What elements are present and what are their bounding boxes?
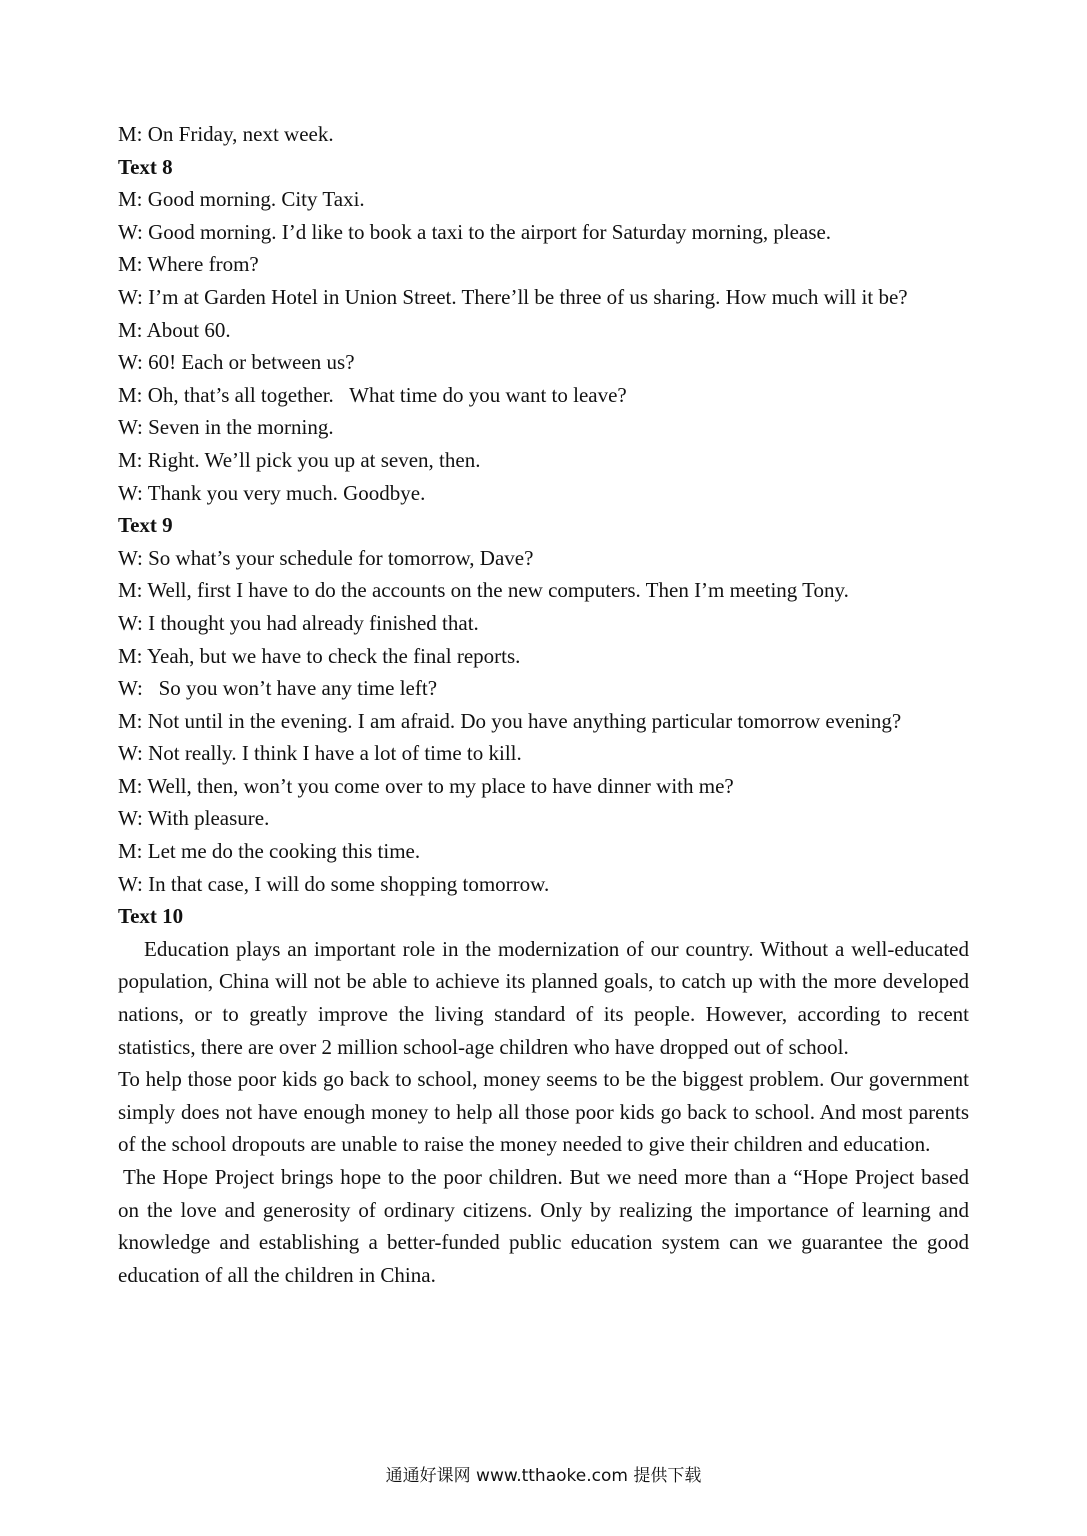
dialogue-line: M: Good morning. City Taxi. <box>118 187 365 212</box>
passage-paragraph: Education plays an important role in the modernization of our country. Without a well-educated population, China will not be able to achieve its planned goals, to catch up with the more developed nations, or to greatly improve the living standard of its people. However, according to recent statistics, there are over 2 million school-age children who have dropped out of school. <box>118 936 969 1059</box>
dialogue-line: W: So what’s your schedule for tomorrow, Dave? <box>118 545 534 570</box>
dialogue-line: W: With pleasure. <box>118 806 270 831</box>
dialogue-line: M: Yeah, but we have to check the final reports. <box>118 643 521 668</box>
dialogue-line: M: Oh, that’s all together. What time do you want to leave? <box>118 382 627 407</box>
section-heading-text-9: Text 9 <box>118 513 173 538</box>
dialogue-line: W: 60! Each or between us? <box>118 350 355 375</box>
dialogue-line: W: In that case, I will do some shopping tomorrow. <box>118 871 550 896</box>
dialogue-line: M: On Friday, next week. <box>118 122 334 146</box>
page-footer: 通通好课网 www.tthaoke.com 提供下载 <box>385 1466 702 1486</box>
dialogue-line: W: Thank you very much. Goodbye. <box>118 480 426 505</box>
dialogue-line: W: Seven in the morning. <box>118 415 334 440</box>
dialogue-line: W: Good morning. I’d like to book a taxi to the airport for Saturday morning, please. <box>118 219 832 244</box>
dialogue-line: M: About 60. <box>118 317 231 342</box>
section-heading-text-8: Text 8 <box>118 154 173 179</box>
passage-paragraph: The Hope Project brings hope to the poor children. But we need more than a “Hope Project based on the love and generosity of ordinary citizens. Only by realizing the importance of learning and knowledge and establishing a better-funded public education system can we guarantee the good education of all the children in China. <box>118 1165 969 1287</box>
dialogue-line: M: Not until in the evening. I am afraid. Do you have anything particular tomorrow evening? <box>118 708 902 733</box>
dialogue-line: W: So you won’t have any time left? <box>118 676 438 701</box>
dialogue-line: M: Where from? <box>118 252 259 277</box>
document-page <box>118 118 969 1291</box>
passage-paragraph: To help those poor kids go back to school, money seems to be the biggest problem. Our government simply does not have enough money to help all those poor kids go back to school. And most parents of the school dropouts are unable to raise the money needed to give their children and education. <box>118 1067 969 1157</box>
dialogue-line: M: Let me do the cooking this time. <box>118 839 421 864</box>
dialogue-line: M: Right. We’ll pick you up at seven, then. <box>118 447 481 472</box>
dialogue-line: W: I’m at Garden Hotel in Union Street. There’ll be three of us sharing. How much will it be? <box>118 284 908 309</box>
dialogue-line: M: Well, then, won’t you come over to my place to have dinner with me? <box>118 773 734 798</box>
section-heading-text-10: Text 10 <box>118 904 184 929</box>
dialogue-line: W: I thought you had already finished that. <box>118 610 479 635</box>
dialogue-line: M: Well, first I have to do the accounts on the new computers. Then I’m meeting Tony. <box>118 578 849 603</box>
dialogue-line: W: Not really. I think I have a lot of time to kill. <box>118 741 522 766</box>
